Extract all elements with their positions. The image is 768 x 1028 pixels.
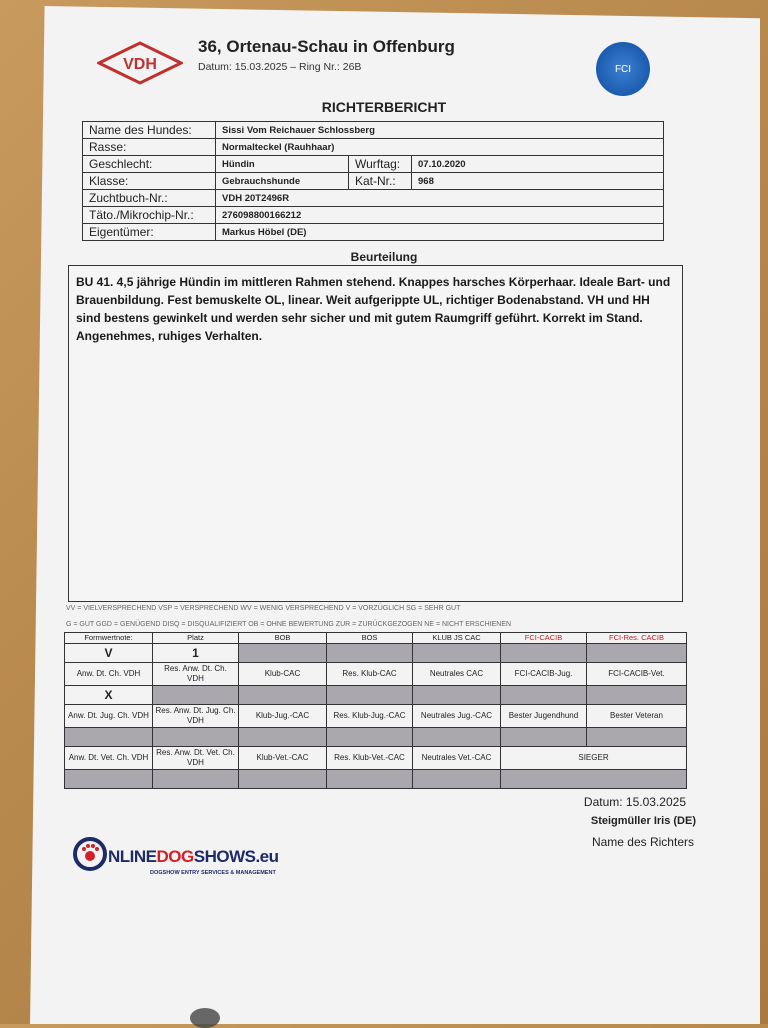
grid-head-klub-js-cac: KLUB JS CAC [413,633,501,644]
wordmark-dog: DOG [156,847,194,866]
chip-value: 276098800166212 [216,207,664,224]
katnr-label: Kat-Nr.: [349,173,412,190]
grid-head-fci-res-cacib: FCI-Res. CACIB [587,633,687,644]
platz-value: 1 [153,644,239,663]
grid-cell [413,728,501,747]
grid-cell [587,644,687,663]
grid-cell [327,728,413,747]
grid-head-formwert: Formwertnote: [65,633,153,644]
grid-label-row-2 [65,705,687,728]
fci-logo [596,42,650,96]
klasse-value: Gebrauchshunde [216,173,349,190]
grid-label: Klub-CAC [239,663,327,686]
grid-cell [501,770,687,789]
wurftag-label: Wurftag: [349,156,412,173]
grid-cell [153,686,239,705]
grid-label: Res. Anw. Dt. Jug. Ch. VDH [153,705,239,728]
grid-cell [327,686,413,705]
grid-label-sieger: SIEGER [501,747,687,770]
grid-label: Neutrales CAC [413,663,501,686]
grid-label: Anw. Dt. Jug. Ch. VDH [65,705,153,728]
grid-cell [501,728,587,747]
info-row-name [83,122,664,139]
grid-cell [327,770,413,789]
rasse-value: Normalteckel (Rauhhaar) [216,139,664,156]
name-label: Name des Hundes: [83,122,216,139]
grid-label: Res. Klub-Vet.-CAC [327,747,413,770]
grid-cell [587,728,687,747]
grid-cell [239,644,327,663]
info-row-chip [83,207,664,224]
grid-label: Neutrales Jug.-CAC [413,705,501,728]
legend-line-2: G = GUT GGD = GENÜGEND DISQ = DISQUALIFIZIERT OB = OHNE BEWERTUNG ZUR = ZURÜCKGEZOGEN NE = NICHT ERSCHIENEN [66,621,512,628]
wurftag-value: 07.10.2020 [412,156,664,173]
grid-cell [413,686,501,705]
dog-info-table [82,121,664,241]
show-title: 36, Ortenau-Schau in Offenburg [198,37,455,56]
grid-cell [413,644,501,663]
grid-head-bos: BOS [327,633,413,644]
grid-cell [327,644,413,663]
beurteilung-heading: Beurteilung [350,250,418,264]
grid-mark-row-4 [65,770,687,789]
chip-label: Täto./Mikrochip-Nr.: [83,207,216,224]
info-row-rasse [83,139,664,156]
katnr-value: 968 [412,173,664,190]
grid-label: Res. Klub-CAC [327,663,413,686]
assessment-text: BU 41. 4,5 jährige Hündin im mittleren Rahmen stehend. Knappes harsches Körperhaar. Ideale Bart- und Brauenbildung. Fest bemuskelte OL, linear. Weit aufgerippte UL, richtiger Bodenabstand. VH und HH sind bestens gewinkelt und werden sehr sicher und mit gutem Raumgriff geführt. Korrekt im Stand. Angenehmes, ruhiges Verhalten. [76,275,671,343]
grading-grid [64,632,687,789]
info-row-geschlecht [83,156,664,173]
grid-label: Res. Anw. Dt. Vet. Ch. VDH [153,747,239,770]
grid-label: Anw. Dt. Vet. Ch. VDH [65,747,153,770]
formwert-value: V [65,644,153,663]
grid-cell [153,728,239,747]
grid-header-row [65,633,687,644]
grid-cell [239,728,327,747]
finger-shadow [190,1008,220,1028]
grid-cell [65,770,153,789]
grid-label: Bester Veteran [587,705,687,728]
grid-mark-row-1 [65,644,687,663]
geschlecht-value: Hündin [216,156,349,173]
document-title: RICHTERBERICHT [321,99,447,115]
eigentuemer-label: Eigentümer: [83,224,216,241]
info-row-zuchtbuch [83,190,664,207]
vdh-logo-text: VDH [123,56,157,73]
zuchtbuch-value: VDH 20T2496R [216,190,664,207]
grid-label: Neutrales Vet.-CAC [413,747,501,770]
wordmark-shows: SHOWS.eu [193,847,279,866]
onlinedogshows-tagline: DOGSHOW ENTRY SERVICES & MANAGEMENT [150,870,276,876]
grid-cell [153,770,239,789]
show-subtitle: Datum: 15.03.2025 – Ring Nr.: 26B [198,61,362,73]
grid-label: Bester Jugendhund [501,705,587,728]
rasse-label: Rasse: [83,139,216,156]
name-value: Sissi Vom Reichauer Schlossberg [216,122,664,139]
grid-label: Klub-Jug.-CAC [239,705,327,728]
grid-label: Klub-Vet.-CAC [239,747,327,770]
signature-date: Datum: 15.03.2025 [583,795,686,809]
grid-label-row-1 [65,663,687,686]
grid-head-bob: BOB [239,633,327,644]
grid-head-fci-cacib: FCI-CACIB [501,633,587,644]
grid-label: FCI-CACIB-Vet. [587,663,687,686]
grid-cell [65,728,153,747]
grid-mark-row-2 [65,686,687,705]
klasse-label: Klasse: [83,173,216,190]
grid-cell [587,686,687,705]
grid-mark-row-3 [65,728,687,747]
fci-logo-text: FCI [614,63,632,75]
grid-head-platz: Platz [153,633,239,644]
grid-mark-x: X [65,686,153,705]
eigentuemer-value: Markus Höbel (DE) [216,224,664,241]
grid-label: Res. Klub-Jug.-CAC [327,705,413,728]
info-row-klasse [83,173,664,190]
wordmark-online: NLINE [108,847,157,866]
grid-label-row-3 [65,747,687,770]
geschlecht-label: Geschlecht: [83,156,216,173]
legend-line-1: VV = VIELVERSPRECHEND VSP = VERSPRECHEND WV = WENIG VERSPRECHEND V = VORZÜGLICH SG = SEHR GUT [66,605,461,612]
grid-cell [413,770,501,789]
grid-cell [501,644,587,663]
grid-cell [239,770,327,789]
grid-label: FCI-CACIB-Jug. [501,663,587,686]
zuchtbuch-label: Zuchtbuch-Nr.: [83,190,216,207]
grid-cell [501,686,587,705]
judge-name: Steigmüller Iris (DE) [590,815,696,827]
info-row-eigentuemer [83,224,664,241]
grid-cell [239,686,327,705]
judge-role-label: Name des Richters [591,835,694,849]
grid-label: Anw. Dt. Ch. VDH [65,663,153,686]
vdh-logo [97,40,183,86]
onlinedogshows-wordmark [108,847,279,867]
paw-icon [85,851,95,861]
grid-label: Res. Anw. Dt. Ch. VDH [153,663,239,686]
